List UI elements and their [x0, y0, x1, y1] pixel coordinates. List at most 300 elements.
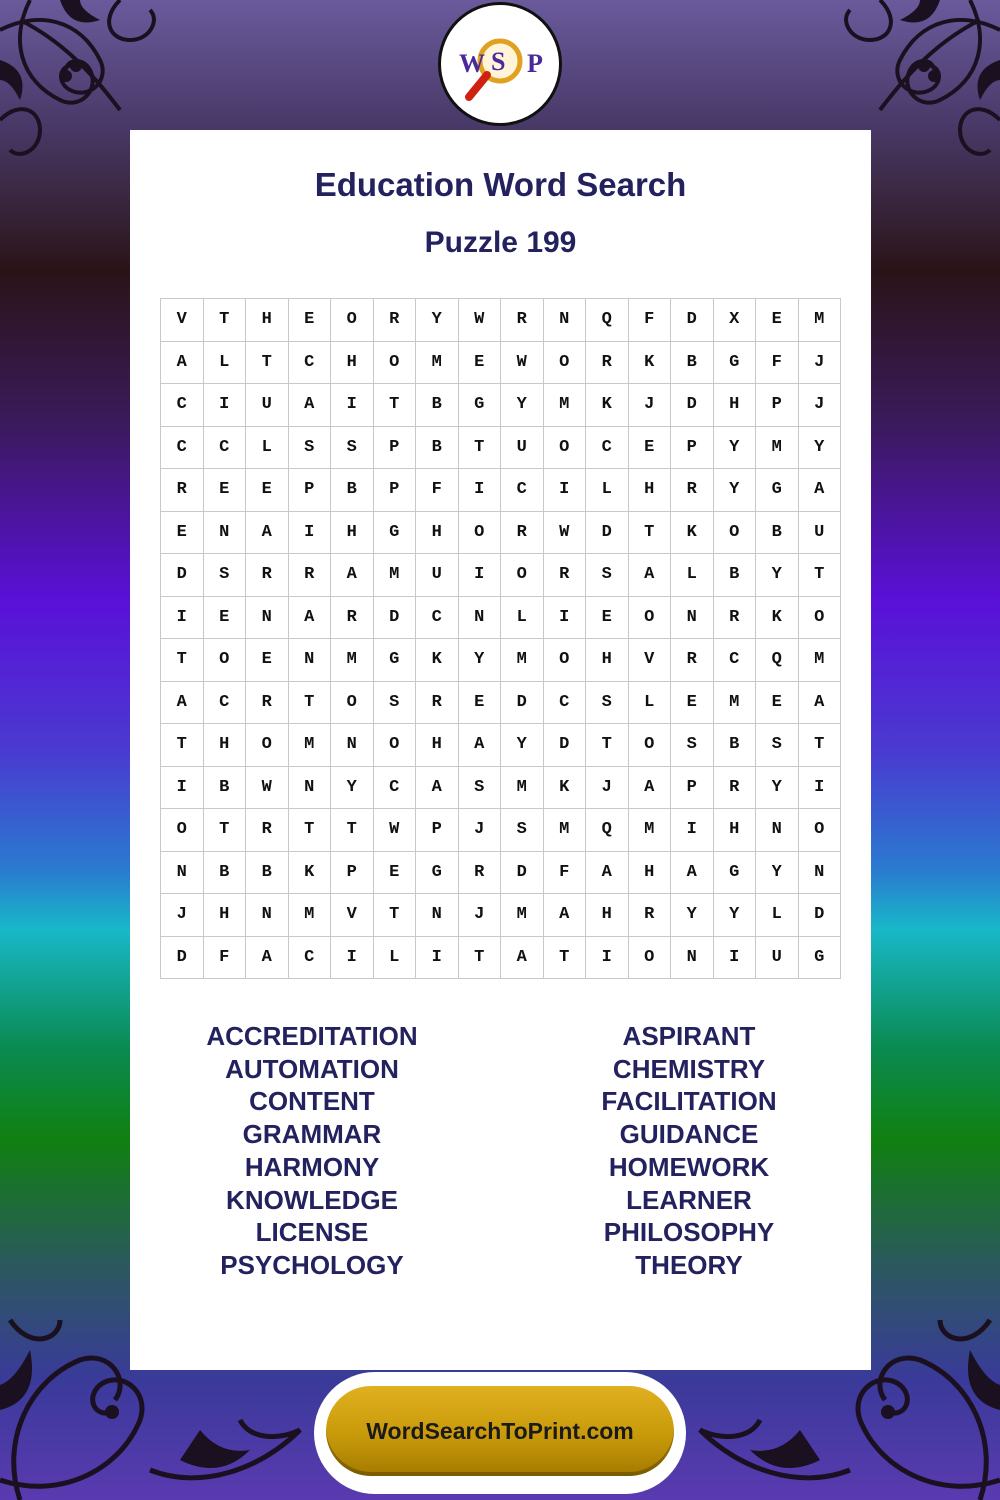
grid-cell[interactable]: M [288, 724, 331, 767]
logo-letter-s: S [491, 47, 506, 76]
grid-cell[interactable]: E [671, 681, 714, 724]
word-item: GRAMMAR [242, 1119, 382, 1150]
grid-cell[interactable]: O [501, 554, 544, 597]
grid-cell[interactable]: D [798, 894, 841, 937]
grid-cell[interactable]: A [671, 851, 714, 894]
grid-cell[interactable]: D [671, 384, 714, 427]
grid-cell[interactable]: T [161, 639, 204, 682]
grid-cell[interactable]: A [628, 766, 671, 809]
grid-cell[interactable]: N [798, 851, 841, 894]
grid-cell[interactable]: A [161, 681, 204, 724]
grid-cell[interactable]: M [373, 554, 416, 597]
grid-cell[interactable]: N [203, 511, 246, 554]
grid-cell[interactable]: A [246, 511, 289, 554]
grid-cell[interactable]: A [798, 681, 841, 724]
grid-cell[interactable]: C [203, 426, 246, 469]
grid-cell[interactable]: R [628, 894, 671, 937]
word-item: GUIDANCE [619, 1119, 759, 1150]
grid-cell[interactable]: H [628, 469, 671, 512]
grid-cell[interactable]: L [671, 554, 714, 597]
grid-cell[interactable]: N [671, 936, 714, 979]
grid-cell[interactable]: T [203, 809, 246, 852]
grid-cell[interactable]: Y [713, 894, 756, 937]
grid-cell[interactable]: H [416, 724, 459, 767]
grid-cell[interactable]: T [798, 554, 841, 597]
grid-cell[interactable]: M [798, 299, 841, 342]
grid-cell[interactable]: M [756, 426, 799, 469]
grid-cell[interactable]: D [671, 299, 714, 342]
logo-letter-w: W [459, 49, 485, 78]
grid-cell[interactable]: B [203, 851, 246, 894]
grid-cell[interactable]: E [756, 299, 799, 342]
grid-cell[interactable]: N [288, 766, 331, 809]
grid-cell[interactable]: F [203, 936, 246, 979]
word-item: PHILOSOPHY [603, 1217, 775, 1248]
grid-cell[interactable]: P [288, 469, 331, 512]
grid-cell[interactable]: S [586, 681, 629, 724]
grid-cell[interactable]: N [416, 894, 459, 937]
grid-cell[interactable]: Y [713, 469, 756, 512]
grid-cell[interactable]: C [161, 426, 204, 469]
grid-cell[interactable]: D [543, 724, 586, 767]
grid-cell[interactable]: I [586, 936, 629, 979]
grid-cell[interactable]: O [331, 681, 374, 724]
grid-cell[interactable]: G [713, 341, 756, 384]
grid-cell[interactable]: R [246, 681, 289, 724]
word-item: CONTENT [249, 1086, 375, 1117]
grid-cell[interactable]: Q [586, 299, 629, 342]
grid-cell[interactable]: C [203, 681, 246, 724]
puzzle-card [130, 130, 871, 1370]
grid-cell[interactable]: C [543, 681, 586, 724]
grid-cell[interactable]: G [713, 851, 756, 894]
grid-cell[interactable]: O [458, 511, 501, 554]
grid-cell[interactable]: N [246, 596, 289, 639]
grid-cell[interactable]: U [501, 426, 544, 469]
grid-cell[interactable]: N [458, 596, 501, 639]
grid-cell[interactable]: T [288, 809, 331, 852]
grid-cell[interactable]: O [203, 639, 246, 682]
grid-cell[interactable]: W [458, 299, 501, 342]
grid-cell[interactable]: D [373, 596, 416, 639]
grid-row [161, 341, 841, 384]
grid-row [161, 936, 841, 979]
grid-cell[interactable]: C [713, 639, 756, 682]
grid-cell[interactable]: M [501, 766, 544, 809]
grid-cell[interactable]: T [203, 299, 246, 342]
grid-row [161, 469, 841, 512]
grid-cell[interactable]: A [288, 596, 331, 639]
grid-cell[interactable]: H [246, 299, 289, 342]
grid-cell[interactable]: I [331, 936, 374, 979]
grid-cell[interactable]: T [628, 511, 671, 554]
grid-cell[interactable]: J [161, 894, 204, 937]
grid-cell[interactable]: E [288, 299, 331, 342]
grid-cell[interactable]: B [416, 426, 459, 469]
grid-cell[interactable]: O [543, 639, 586, 682]
grid-cell[interactable]: R [671, 639, 714, 682]
grid-cell[interactable]: R [713, 766, 756, 809]
grid-cell[interactable]: J [628, 384, 671, 427]
grid-cell[interactable]: A [586, 851, 629, 894]
grid-cell[interactable]: R [288, 554, 331, 597]
grid-cell[interactable]: I [543, 469, 586, 512]
grid-cell[interactable]: G [756, 469, 799, 512]
grid-cell[interactable]: H [586, 894, 629, 937]
grid-cell[interactable]: X [713, 299, 756, 342]
grid-cell[interactable]: E [246, 469, 289, 512]
grid-cell[interactable]: B [331, 469, 374, 512]
grid-cell[interactable]: R [373, 299, 416, 342]
grid-row [161, 681, 841, 724]
grid-cell[interactable]: A [628, 554, 671, 597]
grid-cell[interactable]: D [161, 936, 204, 979]
grid-cell[interactable]: B [671, 341, 714, 384]
grid-cell[interactable]: H [713, 809, 756, 852]
grid-cell[interactable]: T [798, 724, 841, 767]
grid-cell[interactable]: O [628, 596, 671, 639]
grid-cell[interactable]: O [246, 724, 289, 767]
grid-cell[interactable]: N [671, 596, 714, 639]
grid-cell[interactable]: D [586, 511, 629, 554]
word-item: CHEMISTRY [612, 1053, 766, 1084]
grid-cell[interactable]: W [373, 809, 416, 852]
grid-row [161, 851, 841, 894]
grid-cell[interactable]: B [756, 511, 799, 554]
grid-cell[interactable]: Y [501, 384, 544, 427]
grid-cell[interactable]: R [671, 469, 714, 512]
grid-row [161, 766, 841, 809]
grid-cell[interactable]: B [246, 851, 289, 894]
grid-cell[interactable]: K [756, 596, 799, 639]
grid-cell[interactable]: O [628, 936, 671, 979]
grid-cell[interactable]: F [756, 341, 799, 384]
website-link-button[interactable]: WordSearchToPrint.com [326, 1386, 674, 1476]
grid-cell[interactable]: I [416, 936, 459, 979]
grid-cell[interactable]: T [458, 426, 501, 469]
footer-button-frame [314, 1372, 686, 1494]
grid-cell[interactable]: L [586, 469, 629, 512]
grid-cell[interactable]: R [501, 299, 544, 342]
grid-cell[interactable]: E [161, 511, 204, 554]
grid-cell[interactable]: I [161, 596, 204, 639]
grid-cell[interactable]: M [543, 384, 586, 427]
puzzle-number: Puzzle 199 [424, 226, 577, 259]
grid-cell[interactable]: L [246, 426, 289, 469]
word-item: HARMONY [244, 1151, 380, 1182]
grid-cell[interactable]: V [161, 299, 204, 342]
grid-cell[interactable]: E [458, 681, 501, 724]
grid-cell[interactable]: P [373, 469, 416, 512]
grid-cell[interactable]: H [331, 511, 374, 554]
grid-cell[interactable]: K [671, 511, 714, 554]
grid-cell[interactable]: R [331, 596, 374, 639]
logo-letter-p: P [527, 49, 543, 78]
grid-cell[interactable]: L [756, 894, 799, 937]
grid-cell[interactable]: A [458, 724, 501, 767]
grid-cell[interactable]: J [798, 341, 841, 384]
grid-cell[interactable]: O [543, 426, 586, 469]
grid-cell[interactable]: A [543, 894, 586, 937]
grid-cell[interactable]: F [416, 469, 459, 512]
grid-cell[interactable]: M [501, 639, 544, 682]
grid-cell[interactable]: K [416, 639, 459, 682]
grid-cell[interactable]: N [246, 894, 289, 937]
grid-cell[interactable]: S [671, 724, 714, 767]
word-item: PSYCHOLOGY [220, 1249, 404, 1280]
word-item: THEORY [635, 1249, 743, 1280]
grid-cell[interactable]: Y [756, 851, 799, 894]
grid-cell[interactable]: T [543, 936, 586, 979]
grid-cell[interactable]: T [288, 681, 331, 724]
grid-cell[interactable]: H [586, 639, 629, 682]
grid-cell[interactable]: L [373, 936, 416, 979]
grid-cell[interactable]: S [373, 681, 416, 724]
grid-cell[interactable]: Y [501, 724, 544, 767]
grid-cell[interactable]: V [628, 639, 671, 682]
grid-cell[interactable]: N [543, 299, 586, 342]
grid-cell[interactable]: I [458, 469, 501, 512]
grid-cell[interactable]: H [713, 384, 756, 427]
grid-cell[interactable]: G [373, 511, 416, 554]
grid-cell[interactable]: A [416, 766, 459, 809]
grid-cell[interactable]: T [373, 384, 416, 427]
grid-cell[interactable]: R [246, 809, 289, 852]
grid-cell[interactable]: Y [756, 766, 799, 809]
word-item: FACILITATION [601, 1086, 777, 1117]
grid-cell[interactable]: P [373, 426, 416, 469]
grid-cell[interactable]: M [416, 341, 459, 384]
grid-cell[interactable]: S [458, 766, 501, 809]
word-item: ASPIRANT [622, 1021, 756, 1051]
grid-cell[interactable]: K [628, 341, 671, 384]
word-item: LEARNER [626, 1184, 752, 1215]
word-item: HOMEWORK [608, 1151, 770, 1182]
grid-cell[interactable]: O [713, 511, 756, 554]
grid-cell[interactable]: W [246, 766, 289, 809]
grid-cell[interactable]: W [543, 511, 586, 554]
grid-row [161, 596, 841, 639]
grid-cell[interactable]: I [161, 766, 204, 809]
grid-cell[interactable]: E [756, 681, 799, 724]
grid-cell[interactable]: J [586, 766, 629, 809]
grid-cell[interactable]: Y [798, 426, 841, 469]
grid-cell[interactable]: M [628, 809, 671, 852]
word-list-left [180, 1020, 444, 1282]
grid-cell[interactable]: E [586, 596, 629, 639]
word-item: LICENSE [255, 1217, 369, 1248]
grid-cell[interactable]: M [331, 639, 374, 682]
grid-cell[interactable]: S [203, 554, 246, 597]
grid-cell[interactable]: K [288, 851, 331, 894]
grid-row [161, 299, 841, 342]
grid-cell[interactable]: D [501, 851, 544, 894]
grid-cell[interactable]: R [458, 851, 501, 894]
grid-cell[interactable]: E [246, 639, 289, 682]
grid-cell[interactable]: J [458, 809, 501, 852]
grid-cell[interactable]: N [331, 724, 374, 767]
grid-cell[interactable]: I [798, 766, 841, 809]
grid-cell[interactable]: T [246, 341, 289, 384]
grid-cell[interactable]: P [756, 384, 799, 427]
grid-cell[interactable]: R [543, 554, 586, 597]
grid-cell[interactable]: P [331, 851, 374, 894]
grid-row [161, 809, 841, 852]
grid-cell[interactable]: K [586, 384, 629, 427]
grid-cell[interactable]: C [288, 936, 331, 979]
grid-cell[interactable]: H [203, 894, 246, 937]
grid-cell[interactable]: I [543, 596, 586, 639]
grid-cell[interactable]: C [586, 426, 629, 469]
grid-cell[interactable]: A [246, 936, 289, 979]
grid-cell[interactable]: S [501, 809, 544, 852]
grid-cell[interactable]: T [331, 809, 374, 852]
grid-cell[interactable]: I [458, 554, 501, 597]
grid-cell[interactable]: T [586, 724, 629, 767]
grid-cell[interactable]: J [458, 894, 501, 937]
grid-cell[interactable]: B [713, 554, 756, 597]
grid-cell[interactable]: U [756, 936, 799, 979]
grid-cell[interactable]: P [416, 809, 459, 852]
grid-cell[interactable]: H [416, 511, 459, 554]
grid-cell[interactable]: B [416, 384, 459, 427]
grid-cell[interactable]: M [798, 639, 841, 682]
grid-cell[interactable]: Y [671, 894, 714, 937]
grid-cell[interactable]: O [331, 299, 374, 342]
site-logo[interactable] [438, 2, 562, 126]
grid-cell[interactable]: A [501, 936, 544, 979]
grid-cell[interactable]: Y [331, 766, 374, 809]
grid-cell[interactable]: O [628, 724, 671, 767]
grid-cell[interactable]: S [288, 426, 331, 469]
grid-cell[interactable]: R [161, 469, 204, 512]
grid-cell[interactable]: M [543, 809, 586, 852]
grid-cell[interactable]: I [288, 511, 331, 554]
grid-cell[interactable]: P [671, 426, 714, 469]
grid-cell[interactable]: G [416, 851, 459, 894]
grid-cell[interactable]: S [331, 426, 374, 469]
grid-cell[interactable]: A [288, 384, 331, 427]
grid-cell[interactable]: G [798, 936, 841, 979]
grid-row [161, 639, 841, 682]
grid-cell[interactable]: O [543, 341, 586, 384]
grid-cell[interactable]: E [628, 426, 671, 469]
grid-cell[interactable]: P [671, 766, 714, 809]
grid-cell[interactable]: I [203, 384, 246, 427]
grid-cell[interactable]: J [798, 384, 841, 427]
grid-cell[interactable]: O [373, 724, 416, 767]
grid-cell[interactable]: R [501, 511, 544, 554]
letter-grid [160, 298, 841, 979]
grid-cell[interactable]: T [458, 936, 501, 979]
grid-cell[interactable]: E [373, 851, 416, 894]
grid-cell[interactable]: H [628, 851, 671, 894]
grid-cell[interactable]: G [458, 384, 501, 427]
grid-cell[interactable]: R [246, 554, 289, 597]
grid-cell[interactable]: Q [586, 809, 629, 852]
grid-cell[interactable]: N [161, 851, 204, 894]
grid-cell[interactable]: M [501, 894, 544, 937]
grid-row [161, 554, 841, 597]
grid-cell[interactable]: U [798, 511, 841, 554]
grid-cell[interactable]: C [501, 469, 544, 512]
grid-cell[interactable]: I [671, 809, 714, 852]
grid-cell[interactable]: M [288, 894, 331, 937]
grid-cell[interactable]: T [161, 724, 204, 767]
grid-cell[interactable]: N [756, 809, 799, 852]
grid-cell[interactable]: V [331, 894, 374, 937]
grid-cell[interactable]: L [628, 681, 671, 724]
grid-cell[interactable]: A [798, 469, 841, 512]
grid-cell[interactable]: F [628, 299, 671, 342]
grid-cell[interactable]: R [713, 596, 756, 639]
grid-cell[interactable]: S [756, 724, 799, 767]
page-title: Education Word Search [314, 166, 687, 203]
grid-row [161, 426, 841, 469]
grid-cell[interactable]: S [586, 554, 629, 597]
grid-cell[interactable]: B [203, 766, 246, 809]
grid-cell[interactable]: R [416, 681, 459, 724]
grid-cell[interactable]: Y [713, 426, 756, 469]
grid-cell[interactable]: L [203, 341, 246, 384]
grid-cell[interactable]: W [501, 341, 544, 384]
grid-cell[interactable]: U [246, 384, 289, 427]
grid-cell[interactable]: C [373, 766, 416, 809]
grid-cell[interactable]: C [288, 341, 331, 384]
grid-cell[interactable]: L [501, 596, 544, 639]
word-item: ACCREDITATION [206, 1021, 418, 1051]
grid-cell[interactable]: U [416, 554, 459, 597]
grid-cell[interactable]: B [713, 724, 756, 767]
grid-cell[interactable]: Q [756, 639, 799, 682]
word-item: AUTOMATION [225, 1053, 399, 1084]
grid-cell[interactable]: A [161, 341, 204, 384]
grid-cell[interactable]: E [203, 469, 246, 512]
grid-cell[interactable]: O [798, 809, 841, 852]
grid-cell[interactable]: Y [756, 554, 799, 597]
grid-cell[interactable]: F [543, 851, 586, 894]
grid-cell[interactable]: E [203, 596, 246, 639]
grid-cell[interactable]: I [331, 384, 374, 427]
grid-row [161, 511, 841, 554]
grid-cell[interactable]: D [501, 681, 544, 724]
grid-cell[interactable]: E [458, 341, 501, 384]
grid-cell[interactable]: C [416, 596, 459, 639]
grid-cell[interactable]: I [713, 936, 756, 979]
grid-cell[interactable]: H [331, 341, 374, 384]
grid-cell[interactable]: M [713, 681, 756, 724]
grid-cell[interactable]: O [161, 809, 204, 852]
grid-row [161, 384, 841, 427]
grid-cell[interactable]: O [798, 596, 841, 639]
grid-cell[interactable]: O [373, 341, 416, 384]
grid-cell[interactable]: H [203, 724, 246, 767]
grid-row [161, 894, 841, 937]
grid-cell[interactable]: D [161, 554, 204, 597]
grid-row [161, 724, 841, 767]
grid-cell[interactable]: R [586, 341, 629, 384]
grid-cell[interactable]: T [373, 894, 416, 937]
grid-cell[interactable]: A [331, 554, 374, 597]
grid-cell[interactable]: G [373, 639, 416, 682]
word-item: KNOWLEDGE [226, 1184, 398, 1215]
grid-cell[interactable]: K [543, 766, 586, 809]
grid-cell[interactable]: Y [458, 639, 501, 682]
word-list-right [557, 1020, 821, 1282]
grid-cell[interactable]: C [161, 384, 204, 427]
grid-cell[interactable]: Y [416, 299, 459, 342]
grid-cell[interactable]: N [288, 639, 331, 682]
